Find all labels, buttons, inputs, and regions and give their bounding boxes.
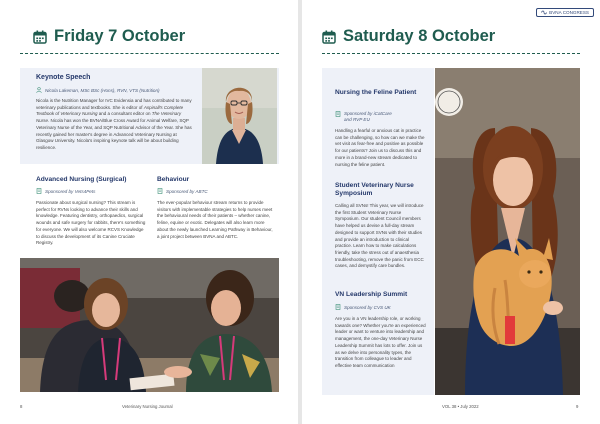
surgical-description: Passionate about surgical nursing? This stream is perfect for RVNs looking to advance their skills and knowledge. Featuring dentistry, orthopaedics, surgical wounds and safe surgery for rabbits, there's something for everyone. We will also welcome RCVS Knowledge to discuss the development of its Canine Cruciate Registry. [36, 200, 146, 246]
symposium-heading: Student Veterinary Nurse Symposium [335, 182, 414, 197]
keynote-speaker [36, 87, 160, 93]
nurse-with-cat-photo [435, 68, 580, 395]
dashed-divider [20, 53, 279, 54]
document-icon [335, 304, 341, 310]
surgical-heading: Advanced Nursing (Surgical) [36, 176, 127, 183]
footer-page-number: 9 [576, 404, 579, 409]
logo-icon [541, 10, 547, 15]
footer-page-number: 8 [20, 404, 23, 409]
keynote-heading: Keynote Speech [36, 74, 91, 81]
calendar-icon [33, 30, 47, 44]
behaviour-sponsor: Sponsored by ABTC [157, 188, 208, 194]
document-icon [335, 111, 341, 117]
workshop-photo [20, 258, 279, 392]
day-title: Saturday 8 October [343, 27, 496, 45]
person-icon [36, 87, 42, 93]
dashed-divider [322, 53, 580, 54]
footer-issue-info: VOL 38 • July 2022 [442, 404, 479, 409]
surgical-sponsor: Sponsored by Vets4Pets [36, 188, 95, 194]
day-title: Friday 7 October [54, 27, 186, 45]
keynote-speaker-photo [202, 68, 277, 164]
keynote-description: Nicola is the Nutrition Manager for IVC Evidensia and has contributed to many veterinary publications and textbooks. She is editor of Aspinall's Complete Textbook of Veterinary Nursing and a consultant editor on The Veterinary Nurse. Nicola has won the BVNA/Blue Cross Award for Animal Welfare, SQP Veterinary Nurse of the Year, and SQP Nutritional Advisor of the Year. She has recently gained her master's degree in Advanced Veterinary Nursing at Glasgow University. Nicola's inspiring keynote talk will be about building resilience. [36, 98, 192, 150]
calendar-icon [322, 30, 336, 44]
saturday-header [322, 27, 495, 46]
speaker-name: Nicola Lakeman, MSc BSc (Hons), RVN, VTS (Nutrition) [45, 87, 160, 93]
leadership-heading: VN Leadership Summit [335, 291, 408, 298]
document-icon [157, 188, 163, 194]
leadership-description: Are you in a VN leadership role, or working towards one? Whether you're an experienced leader or want to venture into leadership and management, the one-day Veterinary Nurse Leadership Summit has lots to offer. Join us as we delve into personality types, the transition from colleague to leader and effective team communication [335, 316, 426, 368]
feline-sponsor: Sponsored by iCatCare and RVP EU [335, 111, 394, 123]
left-page [0, 0, 298, 424]
behaviour-description: The ever-popular behaviour stream returns to provide visitors with implementable strategies to help nurses meet the behavioural needs of their patients – whether canine, feline, equine or exotic. Delegates will also learn more about the newly launched Learning Pathway in Behaviour, a joint project between BVNA and ABTC. [157, 200, 273, 239]
footer-journal-name: Veterinary Nursing Journal [122, 404, 173, 409]
friday-header [33, 27, 185, 46]
right-page [302, 0, 600, 424]
behaviour-heading: Behaviour [157, 176, 190, 183]
symposium-description: Calling all SVNs! This year, we will introduce the first Student Veterinary Nurse Symposium. Our student Council members have helped us devise a full-day stream designed to support SVNs with their studies and provide an introduction to clinical practice. Learn how to make calculations friendly, take the stress out of anaesthesia troubleshooting, remove the panic from ECC cases, and demystify care bundles. [335, 203, 424, 269]
document-icon [36, 188, 42, 194]
feline-description: Handling a fearful or anxious cat in practice can be challenging, so how can we make the vet visit as fear-free and positive as possible for our patients? Join us to discuss this and more in a brand-new stream dedicated to nursing the feline patient. [335, 128, 425, 167]
congress-badge: BVNA CONGRESS [536, 8, 594, 17]
leadership-sponsor: Sponsored by CVS UK [335, 304, 391, 310]
feline-heading: Nursing the Feline Patient [335, 89, 417, 96]
